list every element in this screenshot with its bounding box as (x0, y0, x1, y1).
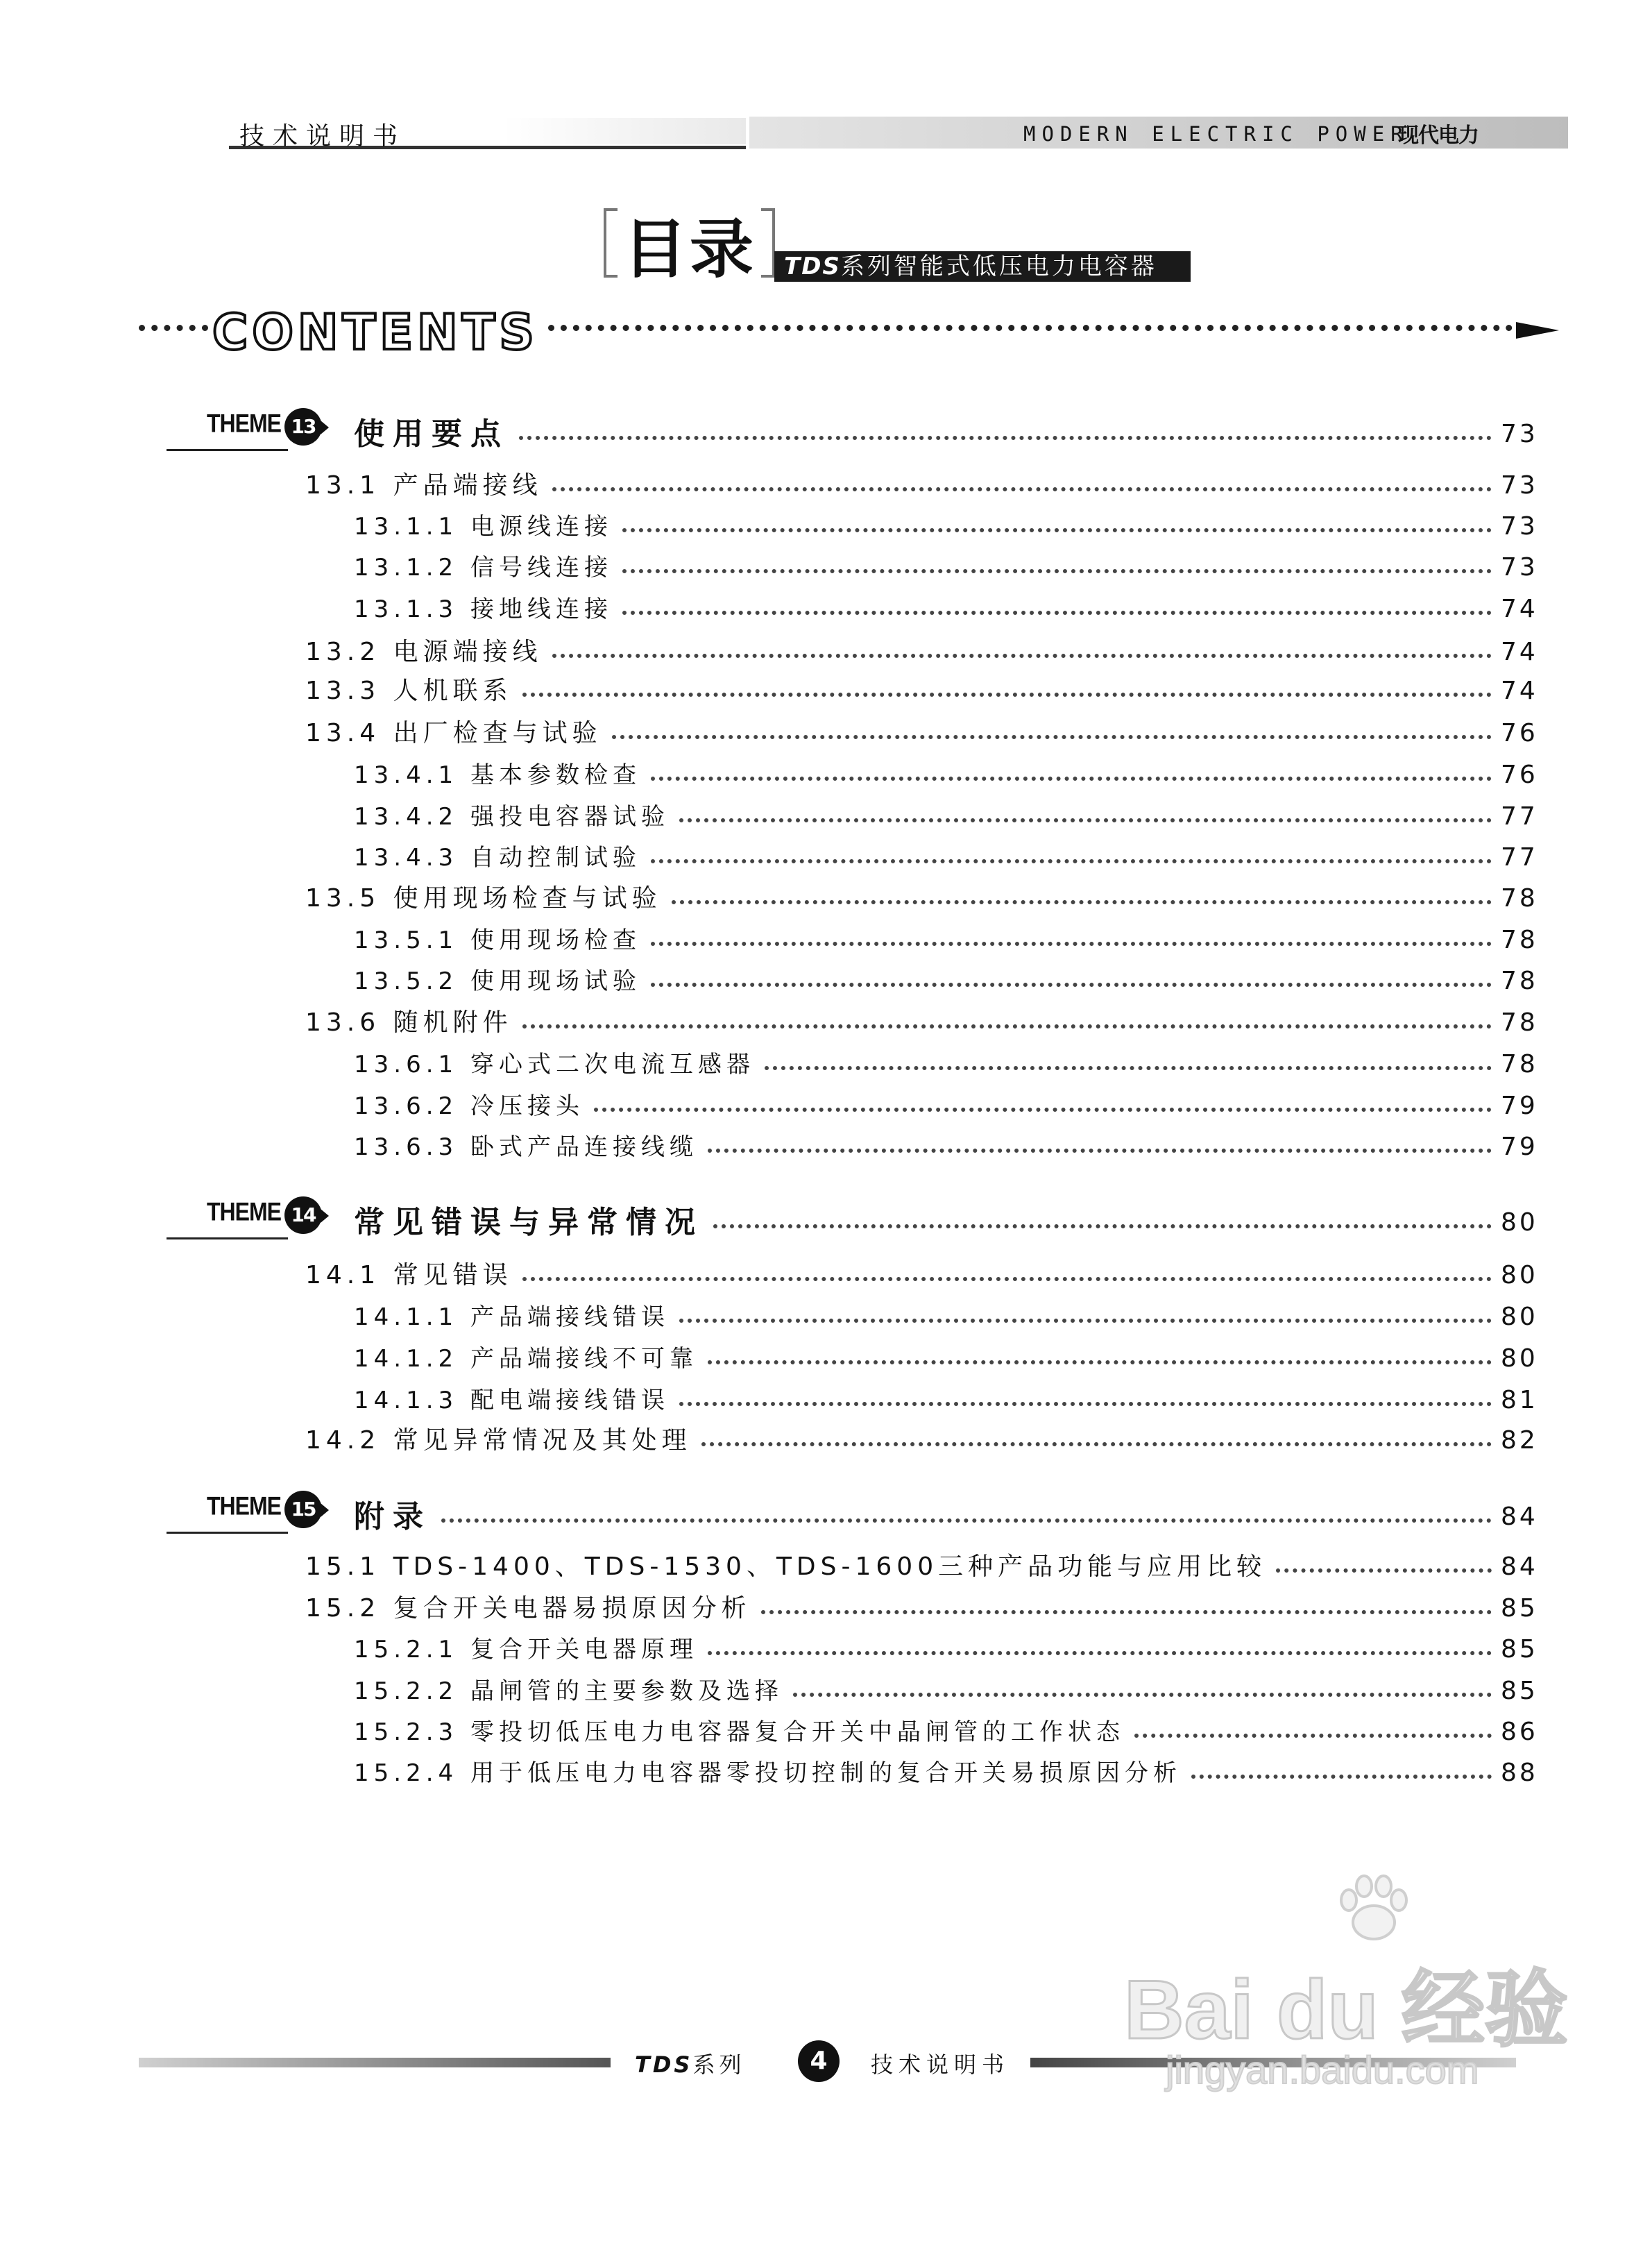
footer-page-number: 4 (798, 2040, 840, 2082)
toc-page-number: 85 (1501, 1677, 1538, 1705)
toc-entry-label: 13.5.2 使用现场试验 (354, 967, 641, 995)
toc-leader-dots (708, 1149, 1492, 1153)
toc-leader-dots (708, 1651, 1492, 1655)
toc-leader-dots (622, 569, 1492, 573)
toc-page-number: 78 (1501, 1050, 1538, 1078)
toc-page-number: 80 (1501, 1208, 1538, 1237)
theme-underline (167, 449, 288, 451)
toc-entry-row[interactable] (0, 466, 1652, 505)
toc-leader-dots (441, 1518, 1492, 1523)
toc-entry-row[interactable] (0, 879, 1652, 918)
toc-page-number: 73 (1501, 553, 1538, 582)
toc-entry-row[interactable] (0, 838, 1652, 877)
toc-entry-label: 15.2.2 晶闸管的主要参数及选择 (354, 1677, 783, 1705)
toc-entry-row[interactable] (0, 1381, 1652, 1420)
paw-icon (1332, 1867, 1415, 1950)
toc-page-number: 79 (1501, 1092, 1538, 1120)
contents-heading: CONTENTS (212, 304, 538, 361)
toc-entry-label: 15.1 TDS-1400、TDS-1530、TDS-1600三种产品功能与应用比较 (305, 1552, 1267, 1581)
footer-series (635, 2047, 745, 2079)
toc-leader-dots (708, 1360, 1492, 1364)
toc-page-number: 78 (1501, 926, 1538, 954)
toc-entry-label: 13.6.3 卧式产品连接线缆 (354, 1133, 698, 1161)
toc-page-number: 73 (1501, 420, 1538, 448)
toc-entry-row[interactable] (0, 1713, 1652, 1752)
theme-number: 15 (284, 1491, 322, 1528)
toc-entry-label: 使用要点 (354, 416, 509, 452)
page-title: 目录 (623, 212, 757, 287)
toc-entry-label: 13.1.1 电源线连接 (354, 513, 613, 541)
toc-entry-row[interactable] (0, 1256, 1652, 1295)
toc-page-number: 76 (1501, 761, 1538, 789)
toc-entry-label: 13.4.2 强投电容器试验 (354, 803, 670, 831)
toc-entry-label: 13.1.2 信号线连接 (354, 554, 613, 582)
toc-entry-row[interactable] (0, 1298, 1652, 1337)
arrow-right-icon (1516, 322, 1559, 339)
toc-leader-dots (1276, 1568, 1492, 1573)
title-bracket-left (604, 208, 618, 278)
toc-leader-dots (552, 654, 1492, 658)
toc-page-number: 77 (1501, 843, 1538, 872)
toc-page-number: 80 (1501, 1303, 1538, 1331)
toc-leader-dots (679, 1319, 1492, 1323)
contents-dots-right (548, 325, 1513, 331)
toc-page-number: 81 (1501, 1386, 1538, 1414)
title-bracket-right (761, 208, 775, 278)
footer-bar-left (139, 2058, 611, 2067)
toc-theme-row[interactable] (0, 1491, 1652, 1537)
toc-leader-dots (765, 1066, 1492, 1070)
toc-page-number: 76 (1501, 719, 1538, 747)
toc-leader-dots (651, 777, 1492, 781)
toc-entry-row[interactable] (0, 1548, 1652, 1586)
toc-page-number: 73 (1501, 512, 1538, 541)
theme-word: THEME (207, 1491, 281, 1521)
toc-entry-label: 13.5 使用现场检查与试验 (305, 884, 662, 913)
title-subtitle-bar (774, 251, 1191, 282)
toc-entry-row[interactable] (0, 714, 1652, 753)
toc-page-number: 78 (1501, 1008, 1538, 1037)
theme-badge (167, 1196, 326, 1245)
toc-page-number: 79 (1501, 1133, 1538, 1161)
toc-entry-row[interactable] (0, 1630, 1652, 1669)
toc-entry-row[interactable] (0, 633, 1652, 672)
toc-leader-dots (672, 900, 1492, 904)
toc-entry-row[interactable] (0, 1589, 1652, 1628)
toc-entry-row[interactable] (0, 1421, 1652, 1460)
footer-series-suffix: 系列 (692, 2051, 746, 2078)
toc-entry-label: 14.1 常见错误 (305, 1261, 513, 1289)
toc-entry-label: 14.2 常见异常情况及其处理 (305, 1426, 692, 1455)
header-brand-english: MODERN ELECTRIC POWER (1023, 122, 1409, 146)
toc-page-number: 85 (1501, 1635, 1538, 1664)
contents-dots-left (139, 325, 208, 331)
theme-badge (167, 408, 326, 457)
toc-entry-label: 13.1 产品端接线 (305, 471, 543, 500)
toc-leader-dots (701, 1442, 1492, 1446)
toc-leader-dots (679, 1402, 1492, 1406)
series-mark: TDS (784, 253, 841, 280)
toc-leader-dots (1134, 1734, 1492, 1738)
chevron-right-icon (321, 421, 329, 434)
toc-leader-dots (622, 611, 1492, 615)
toc-leader-dots (552, 487, 1492, 491)
toc-entry-row[interactable] (0, 590, 1652, 629)
toc-entry-row[interactable] (0, 1339, 1652, 1378)
toc-entry-label: 14.1.1 产品端接线错误 (354, 1303, 670, 1331)
toc-page-number: 77 (1501, 802, 1538, 831)
toc-page-number: 74 (1501, 677, 1538, 705)
toc-page-number: 74 (1501, 595, 1538, 623)
toc-leader-dots (651, 859, 1492, 863)
toc-page-number: 84 (1501, 1552, 1538, 1581)
toc-entry-label: 13.6 随机附件 (305, 1008, 513, 1037)
footer-series-mark: TDS (635, 2051, 693, 2078)
toc-entry-label: 13.3 人机联系 (305, 677, 513, 705)
toc-entry-row[interactable] (0, 1045, 1652, 1084)
toc-entry-row[interactable] (0, 797, 1652, 836)
toc-page-number: 78 (1501, 884, 1538, 913)
toc-entry-row[interactable] (0, 1754, 1652, 1793)
toc-entry-row[interactable] (0, 1672, 1652, 1711)
theme-word: THEME (207, 409, 281, 438)
toc-leader-dots (594, 1108, 1492, 1112)
watermark-brand: Bai du 经验 (1124, 1963, 1569, 2056)
toc-theme-row[interactable] (0, 1197, 1652, 1242)
toc-entry-label: 13.5.1 使用现场检查 (354, 926, 641, 954)
toc-leader-dots (519, 436, 1492, 440)
toc-page-number: 86 (1501, 1718, 1538, 1746)
toc-leader-dots (679, 818, 1492, 822)
toc-entry-label: 14.1.2 产品端接线不可靠 (354, 1345, 698, 1373)
toc-entry-label: 13.1.3 接地线连接 (354, 595, 613, 623)
toc-entry-label: 13.4.1 基本参数检查 (354, 761, 641, 789)
toc-leader-dots (713, 1224, 1492, 1228)
toc-page-number: 84 (1501, 1503, 1538, 1531)
toc-entry-label: 15.2.4 用于低压电力电容器零投切控制的复合开关易损原因分析 (354, 1759, 1182, 1787)
toc-entry-row[interactable] (0, 672, 1652, 711)
toc-leader-dots (522, 1024, 1492, 1029)
toc-entry-row[interactable] (0, 1128, 1652, 1167)
header-company-logo: 现代电力 (1398, 124, 1479, 148)
toc-leader-dots (622, 528, 1492, 532)
toc-leader-dots (612, 735, 1492, 739)
toc-page-number: 78 (1501, 967, 1538, 995)
watermark-url: jingyan.baidu.com (1166, 2048, 1479, 2092)
toc-entry-label: 13.4.3 自动控制试验 (354, 844, 641, 872)
theme-underline (167, 1532, 288, 1534)
toc-entry-label: 14.1.3 配电端接线错误 (354, 1387, 670, 1414)
toc-entry-row[interactable] (0, 548, 1652, 587)
title-subtitle: 系列智能式低压电力电容器 (840, 253, 1157, 280)
toc-page-number: 82 (1501, 1426, 1538, 1455)
toc-entry-row[interactable] (0, 1004, 1652, 1042)
toc-entry-label: 15.2.3 零投切低压电力电容器复合开关中晶闸管的工作状态 (354, 1718, 1125, 1746)
chevron-right-icon (321, 1209, 329, 1223)
toc-leader-dots (651, 983, 1492, 987)
toc-entry-label: 13.6.2 冷压接头 (354, 1092, 584, 1120)
theme-underline (167, 1237, 288, 1239)
toc-page-number: 80 (1501, 1344, 1538, 1373)
theme-badge (167, 1491, 326, 1539)
toc-entry-row[interactable] (0, 756, 1652, 795)
theme-number: 13 (284, 408, 322, 446)
toc-leader-dots (651, 942, 1492, 946)
toc-leader-dots (522, 1277, 1492, 1281)
footer-doc-type: 技术说明书 (871, 2051, 1010, 2078)
toc-entry-label: 附录 (354, 1499, 432, 1534)
toc-page-number: 85 (1501, 1594, 1538, 1623)
toc-page-number: 73 (1501, 471, 1538, 500)
header-doc-type: 技术说明书 (239, 122, 407, 151)
toc-page-number: 80 (1501, 1261, 1538, 1289)
toc-entry-label: 13.4 出厂检查与试验 (305, 719, 602, 747)
theme-number: 14 (284, 1196, 322, 1234)
toc-leader-dots (761, 1610, 1492, 1614)
chevron-right-icon (321, 1503, 329, 1517)
toc-entry-label: 13.6.1 穿心式二次电流互感器 (354, 1051, 755, 1078)
toc-entry-row[interactable] (0, 921, 1652, 960)
toc-entry-row[interactable] (0, 962, 1652, 1001)
toc-entry-label: 13.2 电源端接线 (305, 638, 543, 666)
toc-entry-label: 15.2 复合开关电器易损原因分析 (305, 1594, 751, 1623)
theme-word: THEME (207, 1197, 281, 1226)
toc-leader-dots (793, 1693, 1492, 1697)
toc-entry-label: 15.2.1 复合开关电器原理 (354, 1636, 698, 1664)
toc-theme-row[interactable] (0, 409, 1652, 454)
toc-page-number: 74 (1501, 638, 1538, 666)
toc-leader-dots (522, 693, 1492, 697)
toc-entry-row[interactable] (0, 1087, 1652, 1126)
toc-entry-row[interactable] (0, 507, 1652, 546)
toc-leader-dots (1191, 1775, 1492, 1779)
toc-page-number: 88 (1501, 1759, 1538, 1787)
toc-entry-label: 常见错误与异常情况 (354, 1205, 704, 1240)
